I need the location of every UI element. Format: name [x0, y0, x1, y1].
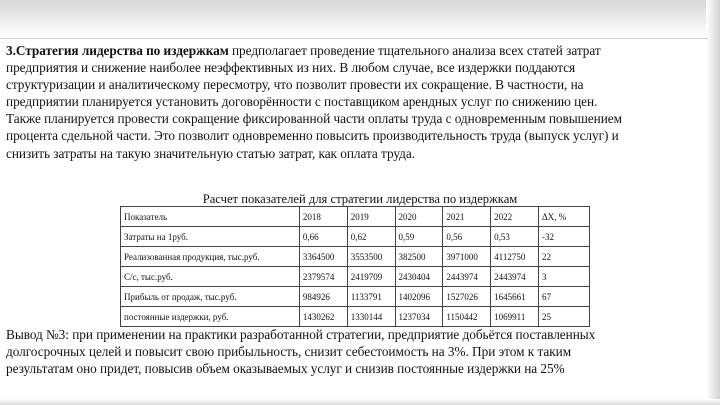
table-cell: 67 — [539, 287, 590, 307]
header-cell: ΔХ, % — [539, 207, 590, 227]
table-cell: -32 — [539, 227, 590, 247]
row-label: Затраты на 1руб. — [121, 227, 300, 247]
frame-top — [0, 0, 720, 36]
table-cell: 3 — [539, 267, 590, 287]
row-label: Реализованная продукция, тыс.руб. — [121, 247, 300, 267]
paragraph-line: процента сдельной части. Это позволит одновременно повысить производительность труда (выпуск услуг) и — [6, 128, 619, 144]
conclusion-line: Вывод №3: при применении на практики разработанной стратегии, предприятие добьётся поставленных — [6, 327, 596, 342]
table-cell: 0,56 — [443, 227, 491, 247]
table-cell: 1402096 — [395, 287, 443, 307]
row-label: Прибыль от продаж, тыс.руб. — [121, 287, 300, 307]
table-cell: 4112750 — [491, 247, 539, 267]
table-cell: 3971000 — [443, 247, 491, 267]
header-cell: 2019 — [347, 207, 395, 227]
frame-divider — [0, 38, 708, 39]
header-cell: Показатель — [121, 207, 300, 227]
paragraph-line: Также планируется провести сокращение фиксированной части оплаты труда с одновременным повышением — [6, 111, 623, 127]
table-cell: 0,62 — [347, 227, 395, 247]
table-cell: 0,66 — [299, 227, 347, 247]
paragraph-line: предприятия и снижение наиболее неэффективных из них. В любом случае, все издержки поддаются — [6, 60, 576, 76]
table-cell: 2443974 — [443, 267, 491, 287]
table-cell: 2430404 — [395, 267, 443, 287]
row-label: С/с, тыс.руб. — [121, 267, 300, 287]
paragraph-line: предполагает проведение тщательного анализа всех статей затрат — [228, 43, 601, 58]
paragraph-line: предприятии планируется установить договорённости с поставщиком арендных услуг по снижению цен. — [6, 94, 598, 110]
table-cell: 2379574 — [299, 267, 347, 287]
table-cell: 382500 — [395, 247, 443, 267]
paragraph-line: снизить затраты на такую значительную статью затрат, как оплата труда. — [6, 145, 415, 161]
table-row — [121, 287, 590, 307]
conclusion-line: долгосрочных целей и повысит свою прибыльность, снизит себестоимость на 3%. При этом к таким — [6, 344, 572, 360]
table-cell: 0,53 — [491, 227, 539, 247]
table-cell: 984926 — [299, 287, 347, 307]
paragraph-line: структуризации и аналитическому пересмотру, что позволит провести их сокращение. В частности, на — [6, 77, 584, 93]
table-caption: Расчет показателей для стратегии лидерства по издержкам — [202, 192, 518, 206]
table-cell: 1150442 — [443, 307, 491, 327]
table-row — [121, 307, 590, 327]
table-cell: 2443974 — [491, 267, 539, 287]
header-cell: 2018 — [299, 207, 347, 227]
table-cell: 1069911 — [491, 307, 539, 327]
header-cell: 2022 — [491, 207, 539, 227]
conclusion-paragraph — [6, 326, 708, 377]
table-cell: 1645661 — [491, 287, 539, 307]
table-cell: 1133791 — [347, 287, 395, 307]
table-row — [121, 227, 590, 247]
strategy-paragraph — [6, 42, 708, 162]
table-row — [121, 267, 590, 287]
table-cell: 3553500 — [347, 247, 395, 267]
table-header-row — [121, 207, 590, 227]
table-cell: 2419709 — [347, 267, 395, 287]
frame-bottom — [0, 399, 720, 405]
strategy-title: 3.Стратегия лидерства по издержкам — [6, 43, 229, 58]
row-label: постоянные издержки, руб. — [121, 307, 300, 327]
table-row — [121, 247, 590, 267]
table-cell: 1237034 — [395, 307, 443, 327]
table-cell: 1330144 — [347, 307, 395, 327]
table-cell: 25 — [539, 307, 590, 327]
table-cell: 1430262 — [299, 307, 347, 327]
table-cell: 1527026 — [443, 287, 491, 307]
table-cell: 3364500 — [299, 247, 347, 267]
header-cell: 2021 — [443, 207, 491, 227]
conclusion-line: результатам оно придет, повысив объем оказываемых услуг и снизив постоянные издержки на 25% — [6, 361, 565, 377]
table-cell: 0,59 — [395, 227, 443, 247]
header-cell: 2020 — [395, 207, 443, 227]
indicators-table — [120, 206, 590, 327]
table-cell: 22 — [539, 247, 590, 267]
